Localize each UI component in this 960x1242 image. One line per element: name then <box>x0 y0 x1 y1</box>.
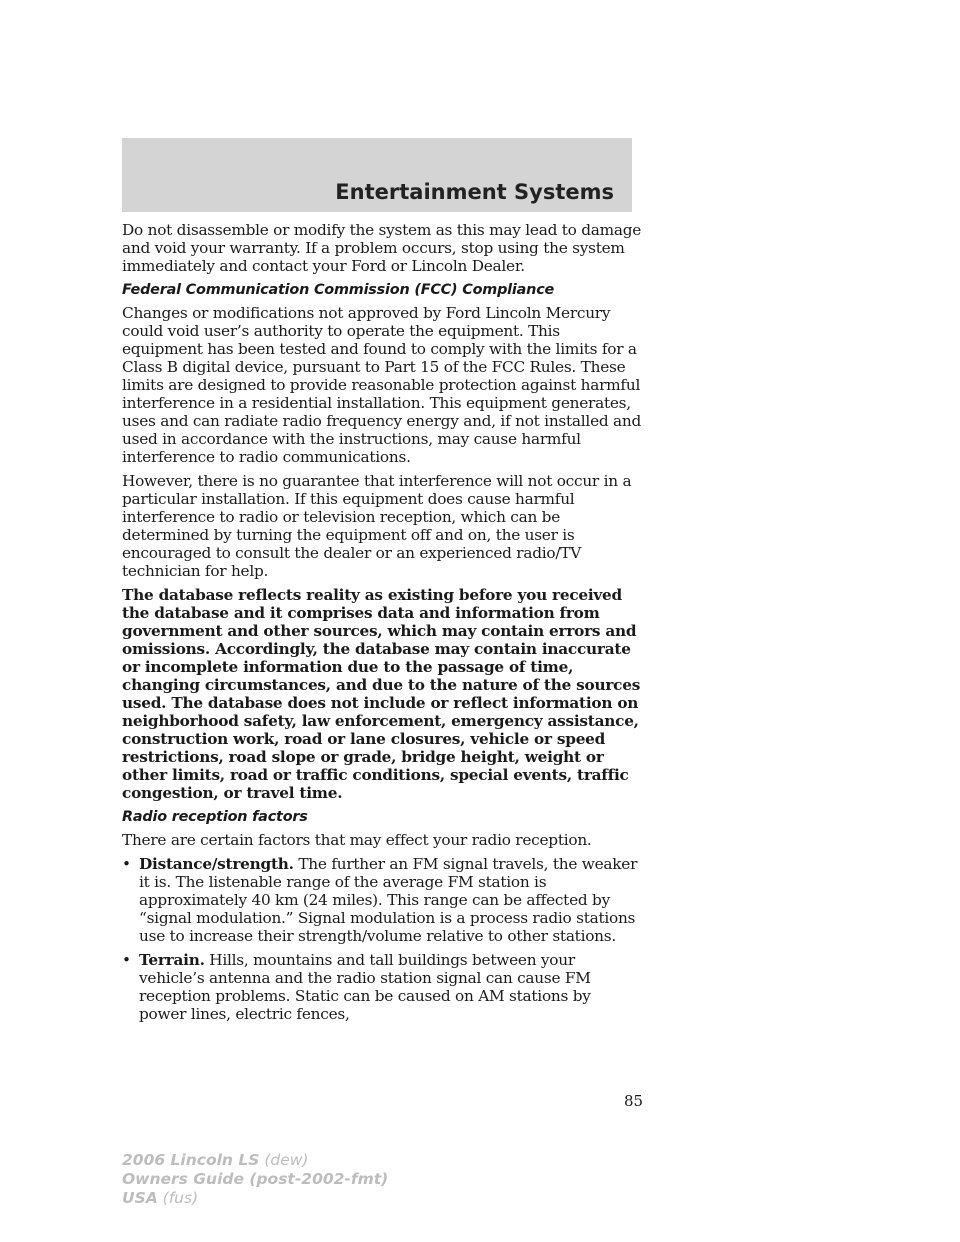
footer-market: USA <box>122 1189 158 1207</box>
page-content <box>122 221 642 1029</box>
page-number: 85 <box>624 1092 644 1110</box>
footer-model: 2006 Lincoln LS <box>122 1151 260 1169</box>
footer-model-code: (dew) <box>259 1151 309 1169</box>
database-notice: The database reflects reality as existing before you received the database and it comprises data and information from government and other sources, which may contain errors and omissions. Accordingly, the database may contain inaccurate or incomplete information due to the passage of time, changing circumstances, and due to the nature of the sources used. The database does not include or reflect information on neighborhood safety, law enforcement, emergency assistance, construction work, road or lane closures, vehicle or speed restrictions, road slope or grade, bridge height, weight or other limits, road or traffic conditions, special events, traffic congestion, or travel time. <box>122 586 641 802</box>
fcc-heading: Federal Communication Commission (FCC) Compliance <box>122 282 555 298</box>
radio-factors-list <box>122 855 642 1023</box>
fcc-paragraph-1: Changes or modifications not approved by Ford Lincoln Mercury could void user’s authority to operate the equipment. This equipment has been tested and found to comply with the limits for a Class B digital device, pursuant to Part 15 of the FCC Rules. These limits are designed to provide reasonable protection against harmful interference in a residential installation. This equipment generates, uses and can radiate radio frequency energy and, if not installed and used in accordance with the instructions, may cause harmful interference to radio communications. <box>122 304 642 466</box>
section-header-band <box>122 138 632 212</box>
footer-market-code: (fus) <box>157 1189 199 1207</box>
bullet-icon: • <box>122 951 131 969</box>
fcc-paragraph-2: However, there is no guarantee that interference will not occur in a particular installation. If this equipment does cause harmful interference to radio or television reception, which can be determined by turning the equipment off and on, the user is encouraged to consult the dealer or an experienced radio/TV technician for help. <box>122 472 632 580</box>
footer-line-3 <box>122 1189 388 1208</box>
radio-reception-heading: Radio reception factors <box>122 809 308 825</box>
bullet-text: Hills, mountains and tall buildings between your vehicle’s antenna and the radio station signal can cause FM reception problems. Static can be caused on AM stations by power lines, electric fences, <box>139 951 591 1023</box>
radio-reception-intro: There are certain factors that may effect your radio reception. <box>122 831 592 849</box>
document-footer <box>122 1151 388 1208</box>
bullet-term: Terrain. <box>139 951 205 969</box>
bullet-text: The further an FM signal travels, the weaker it is. The listenable range of the average FM station is approximately 40 km (24 miles). This range can be affected by “signal modulation.” Signal modulation is a process radio stations use to increase their strength/volume relative to other stations. <box>139 855 638 945</box>
bullet-icon: • <box>122 855 131 873</box>
bullet-term: Distance/strength. <box>139 855 294 873</box>
footer-line-1 <box>122 1151 388 1170</box>
list-item <box>122 951 642 1023</box>
list-item <box>122 855 642 945</box>
section-title: Entertainment Systems <box>335 180 614 204</box>
intro-paragraph: Do not disassemble or modify the system as this may lead to damage and void your warranty. If a problem occurs, stop using the system immediately and contact your Ford or Lincoln Dealer. <box>122 221 642 275</box>
footer-line-2: Owners Guide (post-2002-fmt) <box>122 1170 389 1188</box>
